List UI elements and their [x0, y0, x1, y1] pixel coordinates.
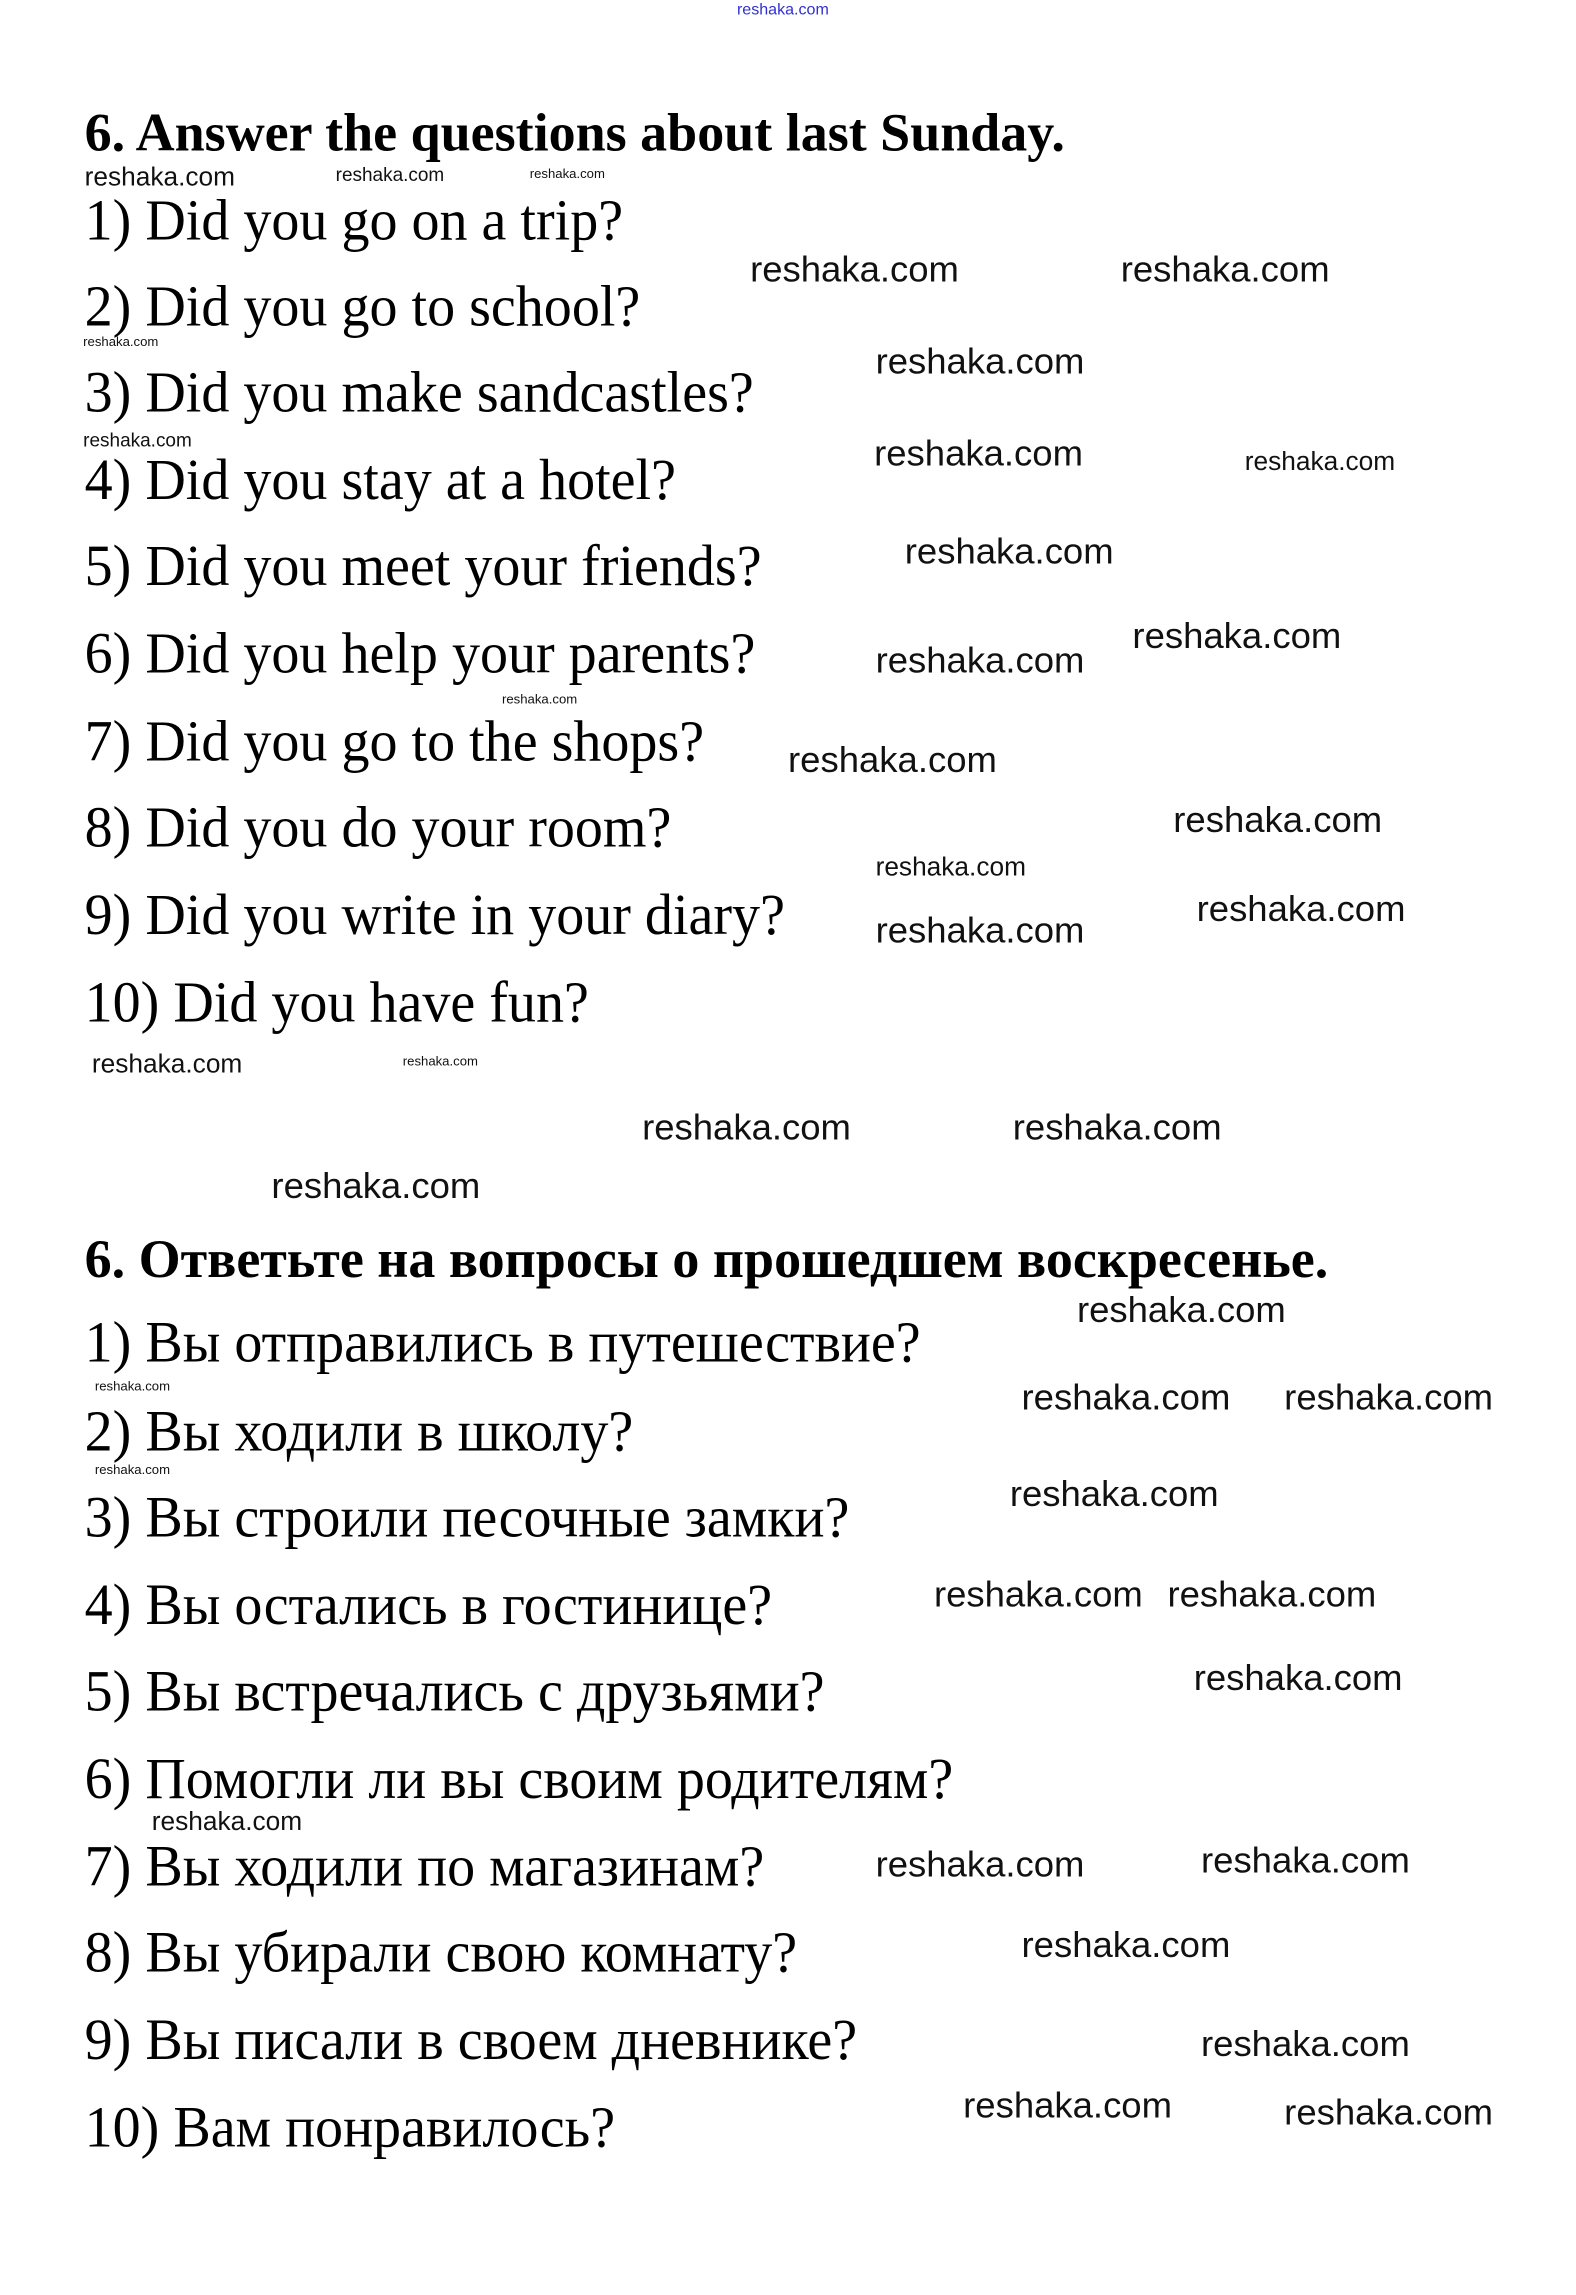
watermark: reshaka.com — [875, 852, 1026, 882]
watermark: reshaka.com — [904, 531, 1114, 573]
russian-question: 8) Вы убирали свою комнату? — [84, 1918, 798, 1985]
russian-question: 1) Вы отправились в путешествие? — [84, 1308, 921, 1375]
watermark: reshaka.com — [963, 2085, 1173, 2127]
russian-question: 6) Помогли ли вы своим родителям? — [84, 1745, 954, 1811]
watermark: reshaka.com — [83, 428, 192, 451]
watermark: reshaka.com — [1196, 889, 1406, 930]
russian-question: 3) Вы строили песочные замки? — [84, 1484, 850, 1550]
watermark: reshaka.com — [736, 1, 829, 19]
english-question: 2) Did you go to school? — [84, 272, 641, 339]
watermark: reshaka.com — [875, 341, 1085, 383]
english-title: 6. Answer the questions about last Sunday. — [84, 103, 1065, 164]
watermark: reshaka.com — [875, 1844, 1085, 1886]
watermark: reshaka.com — [84, 162, 236, 192]
watermark: reshaka.com — [875, 640, 1085, 682]
watermark: reshaka.com — [750, 249, 959, 291]
watermark: reshaka.com — [1120, 249, 1330, 291]
english-question: 7) Did you go to the shops? — [84, 707, 705, 774]
watermark: reshaka.com — [91, 1049, 243, 1079]
english-question: 5) Did you meet your friends? — [84, 532, 762, 599]
watermark: reshaka.com — [642, 1107, 851, 1149]
watermark: reshaka.com — [1076, 1290, 1286, 1332]
watermark: reshaka.com — [1021, 1377, 1231, 1419]
watermark: reshaka.com — [94, 1379, 171, 1394]
watermark: reshaka.com — [1201, 2024, 1410, 2066]
watermark: reshaka.com — [874, 433, 1083, 475]
russian-title: 6. Ответьте на вопросы о прошедшем воскресенье. — [84, 1230, 1329, 1291]
watermark: reshaka.com — [1173, 800, 1383, 841]
watermark: reshaka.com — [1284, 1377, 1494, 1419]
english-question: 3) Did you make sandcastles? — [84, 358, 754, 425]
watermark: reshaka.com — [1244, 446, 1396, 476]
russian-question: 7) Вы ходили по магазинам? — [84, 1832, 765, 1899]
watermark: reshaka.com — [1193, 1658, 1403, 1699]
english-question: 6) Did you help your parents? — [84, 620, 756, 686]
watermark: reshaka.com — [875, 910, 1085, 952]
english-question: 9) Did you write in your diary? — [84, 881, 785, 948]
watermark: reshaka.com — [1132, 616, 1342, 658]
watermark: reshaka.com — [501, 691, 578, 707]
russian-question: 5) Вы встречались с друзьями? — [84, 1657, 825, 1724]
english-question: 10) Did you have fun? — [84, 968, 589, 1035]
russian-question: 9) Вы писали в своем дневнике? — [84, 2006, 858, 2073]
watermark: reshaka.com — [335, 163, 445, 186]
watermark: reshaka.com — [1012, 1107, 1222, 1149]
russian-question: 10) Вам понравилось? — [84, 2094, 616, 2160]
watermark: reshaka.com — [529, 166, 605, 182]
watermark: reshaka.com — [1284, 2093, 1494, 2134]
watermark: reshaka.com — [1021, 1925, 1231, 1967]
watermark: reshaka.com — [1009, 1474, 1219, 1516]
watermark: reshaka.com — [94, 1462, 171, 1477]
english-question: 1) Did you go on a trip? — [84, 186, 624, 253]
watermark: reshaka.com — [1167, 1574, 1377, 1616]
watermark: reshaka.com — [933, 1574, 1143, 1616]
watermark: reshaka.com — [83, 334, 159, 349]
watermark: reshaka.com — [151, 1806, 303, 1836]
russian-question: 2) Вы ходили в школу? — [84, 1398, 634, 1464]
watermark: reshaka.com — [788, 740, 997, 782]
english-question: 4) Did you stay at a hotel? — [84, 446, 676, 513]
watermark: reshaka.com — [271, 1166, 481, 1208]
russian-question: 4) Вы остались в гостинице? — [84, 1571, 773, 1638]
watermark: reshaka.com — [402, 1053, 478, 1069]
watermark: reshaka.com — [1201, 1840, 1410, 1882]
english-question: 8) Did you do your room? — [84, 793, 672, 860]
